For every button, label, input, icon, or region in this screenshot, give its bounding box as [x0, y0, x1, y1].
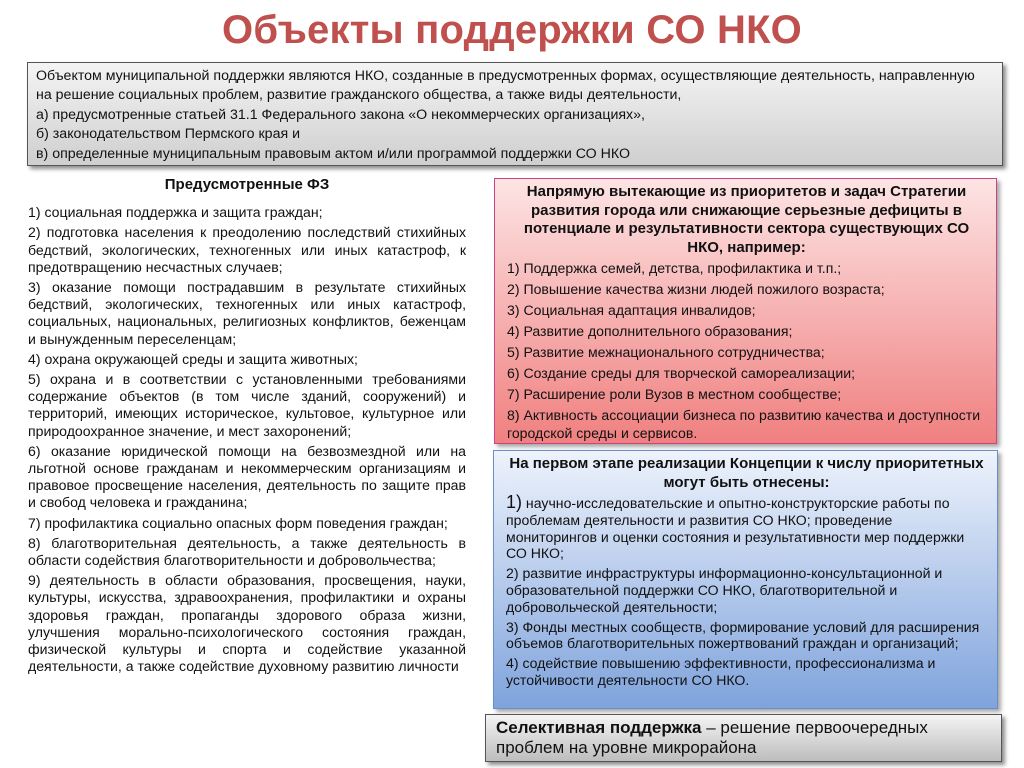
- list-item: 8) благотворительная деятельность, а также деятельность в области содействия благотворительности и добровольчества;: [28, 534, 466, 569]
- list-item: 4) охрана окружающей среды и защита животных;: [28, 350, 358, 367]
- list-item: 7) профилактика социально опасных форм поведения граждан;: [28, 514, 448, 531]
- list-item: 5) Развитие межнационального сотрудничества;: [507, 343, 825, 360]
- list-item: 2) Повышение качества жизни людей пожилого возраста;: [507, 280, 885, 297]
- list-item: 3) Социальная адаптация инвалидов;: [507, 301, 756, 318]
- law-activities-heading: Предусмотренные ФЗ: [164, 176, 330, 193]
- list-item: 1) социальная поддержка и защита граждан;: [28, 204, 323, 221]
- intro-line: б) законодательством Пермского края и: [36, 126, 301, 143]
- list-item: 4) содействие повышению эффективности, профессионализма и устойчивости деятельности СО НКО.: [506, 655, 936, 688]
- selective-support-description: – решение первоочередных проблем на уровне микрорайона: [496, 718, 928, 757]
- list-item: 2) подготовка населения к преодолению последствий стихийных бедствий, экологических, техногенных или иных катастроф, к предотвращению несчастных случаев;: [28, 224, 466, 275]
- intro-line: а) предусмотренные статьей 31.1 Федерального закона «О некоммерческих организациях»,: [36, 106, 645, 123]
- first-stage-heading: На первом этапе реализации Концепции к числу приоритетных могут быть отнесены:: [509, 455, 984, 491]
- list-item: 4) Развитие дополнительного образования;: [507, 322, 793, 339]
- list-item: 2) развитие инфраструктуры информационно-консультационной и образовательной поддержки СО НКО, благотворительной и добровольческой деятельности;: [506, 565, 943, 615]
- intro-line: Объектом муниципальной поддержки являются НКО, созданные в предусмотренных формах, осуществляющие деятельность, направленную на решение социальных проблем, развитие гражданского общества, а также виды деятельности,: [36, 68, 975, 104]
- selective-support-box: [485, 714, 1002, 762]
- list-item: 8) Активность ассоциации бизнеса по развитию качества и доступности городской среды и сервисов.: [507, 406, 981, 442]
- list-item: 6) Создание среды для творческой самореализации;: [507, 364, 855, 381]
- first-stage-priorities-box: [493, 450, 998, 709]
- list-item: [506, 494, 987, 562]
- list-item: 7) Расширение роли Вузов в местном сообществе;: [507, 385, 842, 402]
- list-item: 9) деятельность в области образования, просвещения, науки, культуры, искусства, здравоохранения, профилактики и охраны здоровья граждан, пропаганды здорового образа жизни, улучшения морально-психологического состояния граждан, физической культуры и спорта и содействие указанной деятельности, а также содействие духовному развитию личности: [28, 572, 466, 675]
- list-item: 5) охрана и в соответствии с установленными требованиями содержание объектов (в том числе зданий, сооружений) и территорий, имеющих историческое, культовое, культурное или природоохранное значение, и мест захоронений;: [28, 371, 466, 439]
- list-item: 6) оказание юридической помощи на безвозмездной или на льготной основе гражданам и некоммерческим организациям и правовое просвещение населения, деятельность по защите прав и свобод человека и гражданина;: [28, 442, 466, 511]
- intro-line: в) определенные муниципальным правовым актом и/или программой поддержки СО НКО: [36, 145, 631, 162]
- list-item: 1) Поддержка семей, детства, профилактика и т.п.;: [507, 260, 842, 276]
- intro-box: [27, 62, 1003, 166]
- law-activities-column: [28, 176, 466, 678]
- page-title: Объекты поддержки СО НКО: [222, 8, 802, 52]
- list-item: 3) Фонды местных сообществ, формирование условий для расширения объемов благотворительных пожертвований граждан и организаций;: [506, 618, 980, 652]
- strategy-priorities-heading: Напрямую вытекающие из приоритетов и задач Стратегии развития города или снижающие серьезные дефициты в потенциале и результативности сектора существующих СО НКО, например:: [523, 183, 970, 256]
- list-item-text: научно-исследовательские и опытно-конструкторские работы по проблемам деятельности и развития СО НКО; проведение мониторингов и оценки состояния и результативности мер поддержки СО НКО;: [506, 495, 965, 562]
- list-item-number: 1): [506, 492, 523, 512]
- strategy-priorities-box: [494, 178, 997, 444]
- list-item: 3) оказание помощи пострадавшим в результате стихийных бедствий, экологических, техногенных или иных катастроф, социальных, национальных, религиозных конфликтов, беженцам и вынужденным переселенцам;: [28, 279, 466, 347]
- selective-support-term: Селективная поддержка: [496, 718, 702, 737]
